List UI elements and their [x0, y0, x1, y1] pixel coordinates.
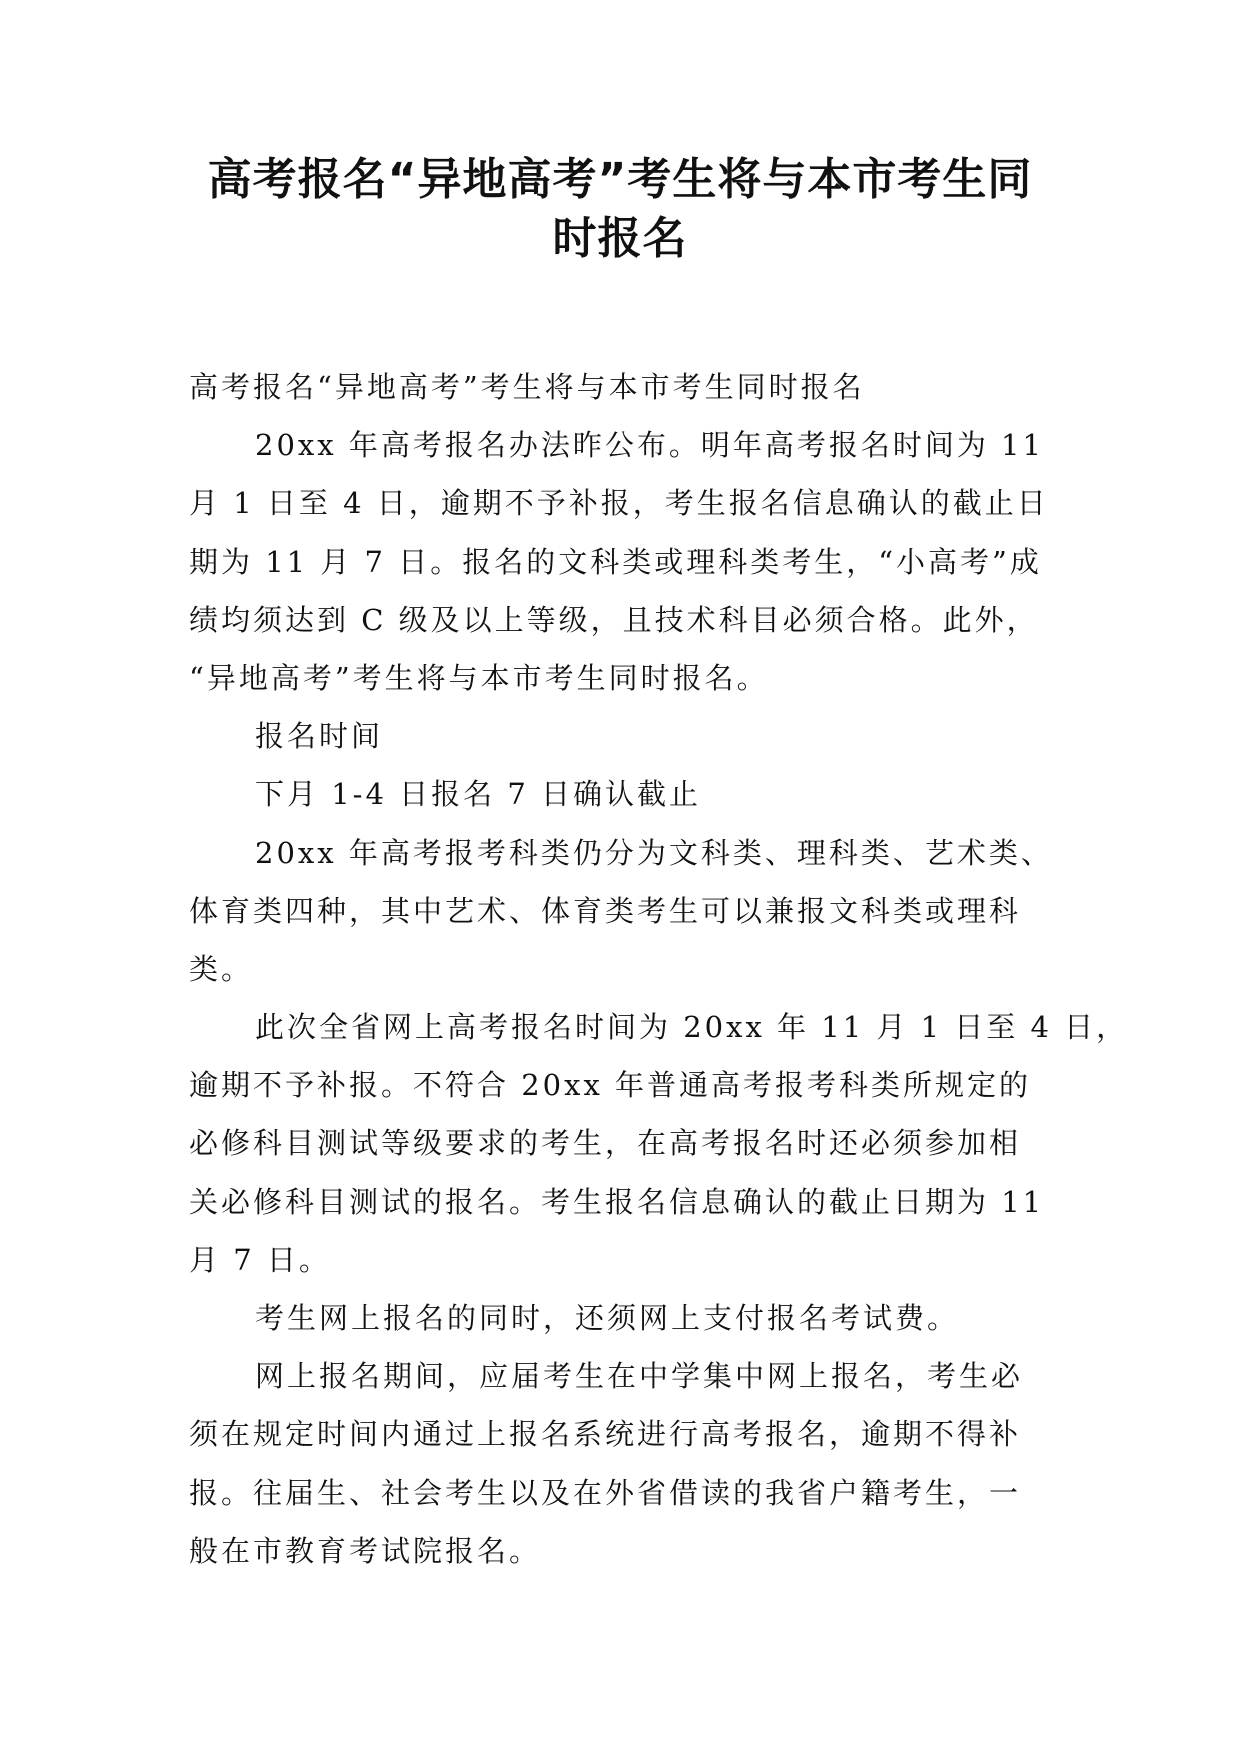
body-line: 体育类四种，其中艺术、体育类考生可以兼报文科类或理科	[189, 893, 1022, 928]
title-line-1: 高考报名“异地高考”考生将与本市考生同	[207, 154, 1033, 205]
body-line: 绩均须达到 C 级及以上等级，且技术科目必须合格。此外，	[189, 602, 1039, 637]
body-line: 网上报名期间，应届考生在中学集中网上报名，考生必	[255, 1359, 1024, 1394]
body-line: 考生网上报名的同时，还须网上支付报名考试费。	[255, 1301, 960, 1335]
body-line: 必修科目测试等级要求的考生，在高考报名时还必须参加相	[189, 1126, 1022, 1161]
body-line: 关必修科目测试的报名。考生报名信息确认的截止日期为 11	[189, 1184, 1045, 1219]
body-line: 须在规定时间内通过上报名系统进行高考报名，逾期不得补	[189, 1417, 1022, 1452]
body-line: 报名时间	[255, 719, 384, 754]
page-title	[185, 150, 1055, 268]
body-line: “异地高考”考生将与本市考生同时报名。	[189, 660, 769, 695]
body-line: 20xx 年高考报名办法昨公布。明年高考报名时间为 11	[255, 428, 1044, 463]
body-line: 月 7 日。	[189, 1242, 331, 1277]
body-line: 逾期不予补报。不符合 20xx 年普通高考报考科类所规定的	[189, 1068, 1032, 1103]
body-line: 类。	[189, 951, 254, 986]
body-line: 月 1 日至 4 日，逾期不予补报，考生报名信息确认的截止日	[189, 486, 1049, 521]
body-line: 下月 1-4 日报名 7 日确认截止	[255, 777, 702, 812]
body-line: 高考报名“异地高考”考生将与本市考生同时报名	[189, 370, 865, 404]
body-line: 此次全省网上高考报名时间为 20xx 年 11 月 1 日至 4 日，	[255, 1010, 1129, 1045]
body-line: 般在市教育考试院报名。	[189, 1533, 542, 1568]
document-body	[189, 358, 1129, 1580]
body-line: 报。往届生、社会考生以及在外省借读的我省户籍考生，一	[189, 1475, 1022, 1510]
body-line: 20xx 年高考报考科类仍分为文科类、理科类、艺术类、	[255, 835, 1053, 870]
body-line: 期为 11 月 7 日。报名的文科类或理科类考生，“小高考”成	[189, 544, 1042, 579]
title-line-2: 时报名	[552, 213, 688, 264]
